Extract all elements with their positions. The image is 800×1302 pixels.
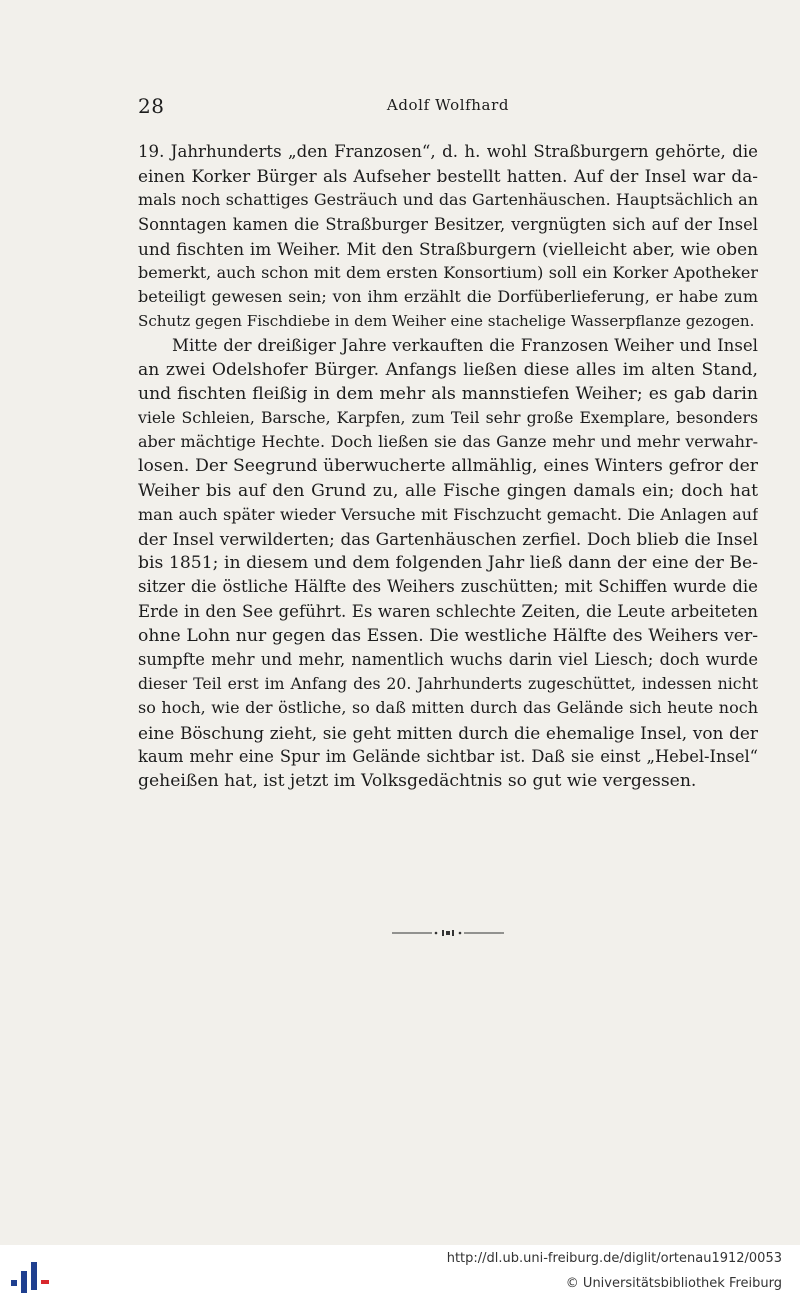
text-line: dieser Teil erst im Anfang des 20. Jahrhunderts zugeschüttet, indessen nicht	[138, 674, 758, 694]
text-line: bemerkt, auch schon mit dem ersten Konsortium) soll ein Korker Apotheker	[138, 262, 758, 282]
text-line: mals noch schattiges Gesträuch und das Gartenhäuschen. Hauptsächlich an	[138, 190, 758, 210]
text-line: und fischten im Weiher. Mit den Straßburgern (vielleicht aber, wie oben	[138, 238, 758, 259]
body-text	[138, 140, 758, 793]
text-line: Schutz gegen Fischdiebe in dem Weiher eine stachelige Wasserpflanze gezogen.	[138, 312, 755, 331]
text-line: bis 1851; in diesem und dem folgenden Jahr ließ dann der eine der Be-	[138, 553, 758, 574]
text-line: so hoch, wie der östliche, so daß mitten durch das Gelände sich heute noch	[138, 698, 758, 718]
text-line: aber mächtige Hechte. Doch ließen sie das Ganze mehr und mehr verwahr-	[138, 432, 758, 452]
running-head: Adolf Wolfhard	[386, 96, 510, 114]
text-line: Mitte der dreißiger Jahre verkauften die Franzosen Weiher und Insel	[172, 335, 758, 355]
text-line: eine Böschung zieht, sie geht mitten durch die ehemalige Insel, von der	[138, 722, 758, 743]
text-line: losen. Der Seegrund überwucherte allmählig, eines Winters gefror der	[138, 456, 758, 477]
text-line: geheißen hat, ist jetzt im Volksgedächtnis so gut wie vergessen.	[138, 770, 697, 791]
source-url-link[interactable]: http://dl.ub.uni-freiburg.de/diglit/ortenau1912/0053	[446, 1251, 782, 1266]
text-line: Erde in den See geführt. Es waren schlechte Zeiten, die Leute arbeiteten	[138, 601, 758, 621]
text-line: Weiher bis auf den Grund zu, alle Fische gingen damals ein; doch hat	[138, 480, 758, 501]
text-line: beteiligt gewesen sein; von ihm erzählt die Dorfüberlieferung, er habe zum	[138, 287, 758, 307]
page-number: 28	[138, 94, 165, 118]
page-header	[138, 94, 758, 120]
text-line: der Insel verwilderten; das Gartenhäuschen zerfiel. Doch blieb die Insel	[138, 529, 758, 549]
footer-bar	[0, 1245, 800, 1302]
text-line: man auch später wieder Versuche mit Fischzucht gemacht. Die Anlagen auf	[138, 504, 758, 524]
text-line: und fischten fleißig in dem mehr als mannstiefen Weiher; es gab darin	[138, 383, 758, 404]
text-line: kaum mehr eine Spur im Gelände sichtbar ist. Daß sie einst „Hebel-Insel“	[138, 746, 758, 766]
copyright-text: © Universitätsbibliothek Freiburg	[565, 1276, 782, 1291]
text-line: sumpfte mehr und mehr, namentlich wuchs darin viel Liesch; doch wurde	[138, 649, 758, 669]
text-line: viele Schleien, Barsche, Karpfen, zum Teil sehr große Exemplare, besonders	[138, 408, 758, 428]
ub-freiburg-logo-icon	[8, 1253, 52, 1297]
end-ornament-icon	[392, 928, 504, 938]
text-line: 19. Jahrhunderts „den Franzosen“, d. h. wohl Straßburgern gehörte, die	[138, 142, 758, 161]
text-line: ohne Lohn nur gegen das Essen. Die westliche Hälfte des Weihers ver-	[138, 625, 758, 646]
text-line: an zwei Odelshofer Bürger. Anfangs ließen diese alles im alten Stand,	[138, 359, 758, 380]
text-line: Sonntagen kamen die Straßburger Besitzer, vergnügten sich auf der Insel	[138, 214, 758, 234]
text-line: einen Korker Bürger als Aufseher bestellt hatten. Auf der Insel war da-	[138, 166, 758, 187]
text-line: sitzer die östliche Hälfte des Weihers zuschütten; mit Schiffen wurde die	[138, 577, 758, 597]
